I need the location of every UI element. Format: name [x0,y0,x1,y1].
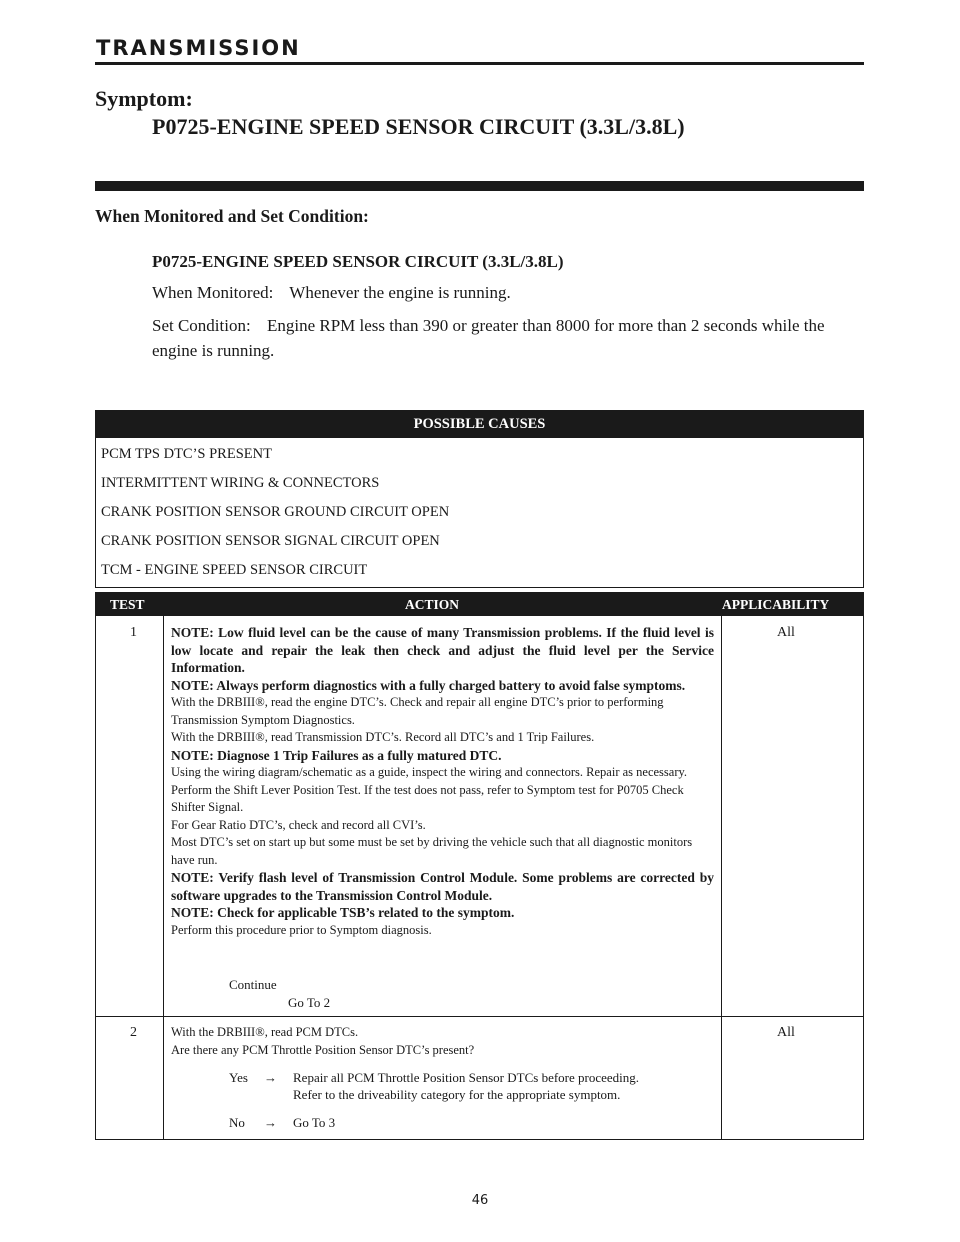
monitored-heading: When Monitored and Set Condition: [95,206,369,226]
cause-item: INTERMITTENT WIRING & CONNECTORS [101,475,380,491]
goto-link[interactable]: Go To 3 [293,1115,336,1130]
section-title: TRANSMISSION [96,36,301,60]
cause-item: PCM TPS DTC’S PRESENT [101,446,272,462]
column-divider [163,616,164,1139]
action-step: With the DRBIII®, read PCM DTCs. [171,1025,359,1039]
col-applicability: APPLICABILITY [722,597,830,612]
arrow-icon: → [264,1115,277,1130]
test-number: 1 [130,625,137,640]
test-number: 2 [130,1025,137,1040]
action-note: NOTE: Always perform diagnostics with a fully charged battery to avoid false symptoms. [171,677,686,693]
action-note: NOTE: Low fluid level can be the cause of many Transmission problems. If the fluid level is low locate and repair the leak then check and adjust the fluid level per the Service Information. [171,625,714,675]
col-test: TEST [110,597,145,612]
action-step: Are there any PCM Throttle Position Sensor DTC’s present? [171,1042,475,1057]
no-label: No [229,1115,245,1130]
when-monitored-label: When Monitored: [152,283,274,302]
action-note: NOTE: Diagnose 1 Trip Failures as a fully matured DTC. [171,747,502,763]
action-step: With the DRBIII®, read Transmission DTC’s. Record all DTC’s and 1 Trip Failures. [171,730,595,744]
set-condition-text: Engine RPM less than 390 or greater than 8000 for more than 2 seconds while the engine is running. [152,316,825,360]
goto-link[interactable]: Go To 2 [288,995,331,1010]
continue-label: Continue [229,977,277,992]
cause-item: TCM - ENGINE SPEED SENSOR CIRCUIT [101,562,368,578]
yes-text: Repair all PCM Throttle Position Sensor DTCs before proceeding. [293,1070,640,1085]
yes-text: Refer to the driveability category for the appropriate symptom. [293,1087,621,1102]
action-step: For Gear Ratio DTC’s, check and record all CVI’s. [171,817,426,832]
title-rule [95,62,864,65]
action-step: Most DTC’s set on start up but some must be set by driving the vehicle such that all diagnostic monitors have run. [171,835,693,867]
arrow-icon: → [264,1070,277,1085]
table-row [171,1024,714,1059]
table-header [96,593,863,616]
symptom-name: P0725-ENGINE SPEED SENSOR CIRCUIT (3.3L/3.8L) [152,114,685,139]
col-action: ACTION [405,597,460,612]
possible-causes-table [95,410,864,588]
action-step: With the DRBIII®, read the engine DTC’s. Check and repair all engine DTC’s prior to performing Transmission Symptom Diagnostics. [171,695,664,727]
action-step: Perform the Shift Lever Position Test. If the test does not pass, refer to Symptom test for P0705 Check Shifter Signal. [171,782,684,814]
action-note: NOTE: Verify flash level of Transmission Control Module. Some problems are corrected by software upgrades to the Transmission Control Module. [171,870,714,903]
action-note: NOTE: Check for applicable TSB’s related to the symptom. [171,905,515,920]
set-condition-label: Set Condition: [152,316,251,335]
page-number: 46 [471,1193,489,1208]
action-step: Perform this procedure prior to Symptom diagnosis. [171,922,432,937]
set-condition [152,313,864,363]
test-action-table [95,592,864,1140]
row-divider [96,1016,863,1017]
cause-item: CRANK POSITION SENSOR GROUND CIRCUIT OPEN [101,504,450,520]
applicability: All [777,1025,795,1040]
symptom-label: Symptom: [95,86,193,111]
column-divider [721,616,722,1139]
condition-title: P0725-ENGINE SPEED SENSOR CIRCUIT (3.3L/3.8L) [152,252,564,271]
cause-item: CRANK POSITION SENSOR SIGNAL CIRCUIT OPEN [101,533,440,549]
possible-causes-heading: POSSIBLE CAUSES [96,411,863,438]
when-monitored-text: Whenever the engine is running. [289,283,511,302]
section-divider [95,181,864,191]
when-monitored [152,283,511,303]
yes-label: Yes [229,1070,248,1085]
table-row [171,624,714,939]
action-step: Using the wiring diagram/schematic as a guide, inspect the wiring and connectors. Repair as necessary. [171,765,688,779]
applicability: All [777,625,795,640]
